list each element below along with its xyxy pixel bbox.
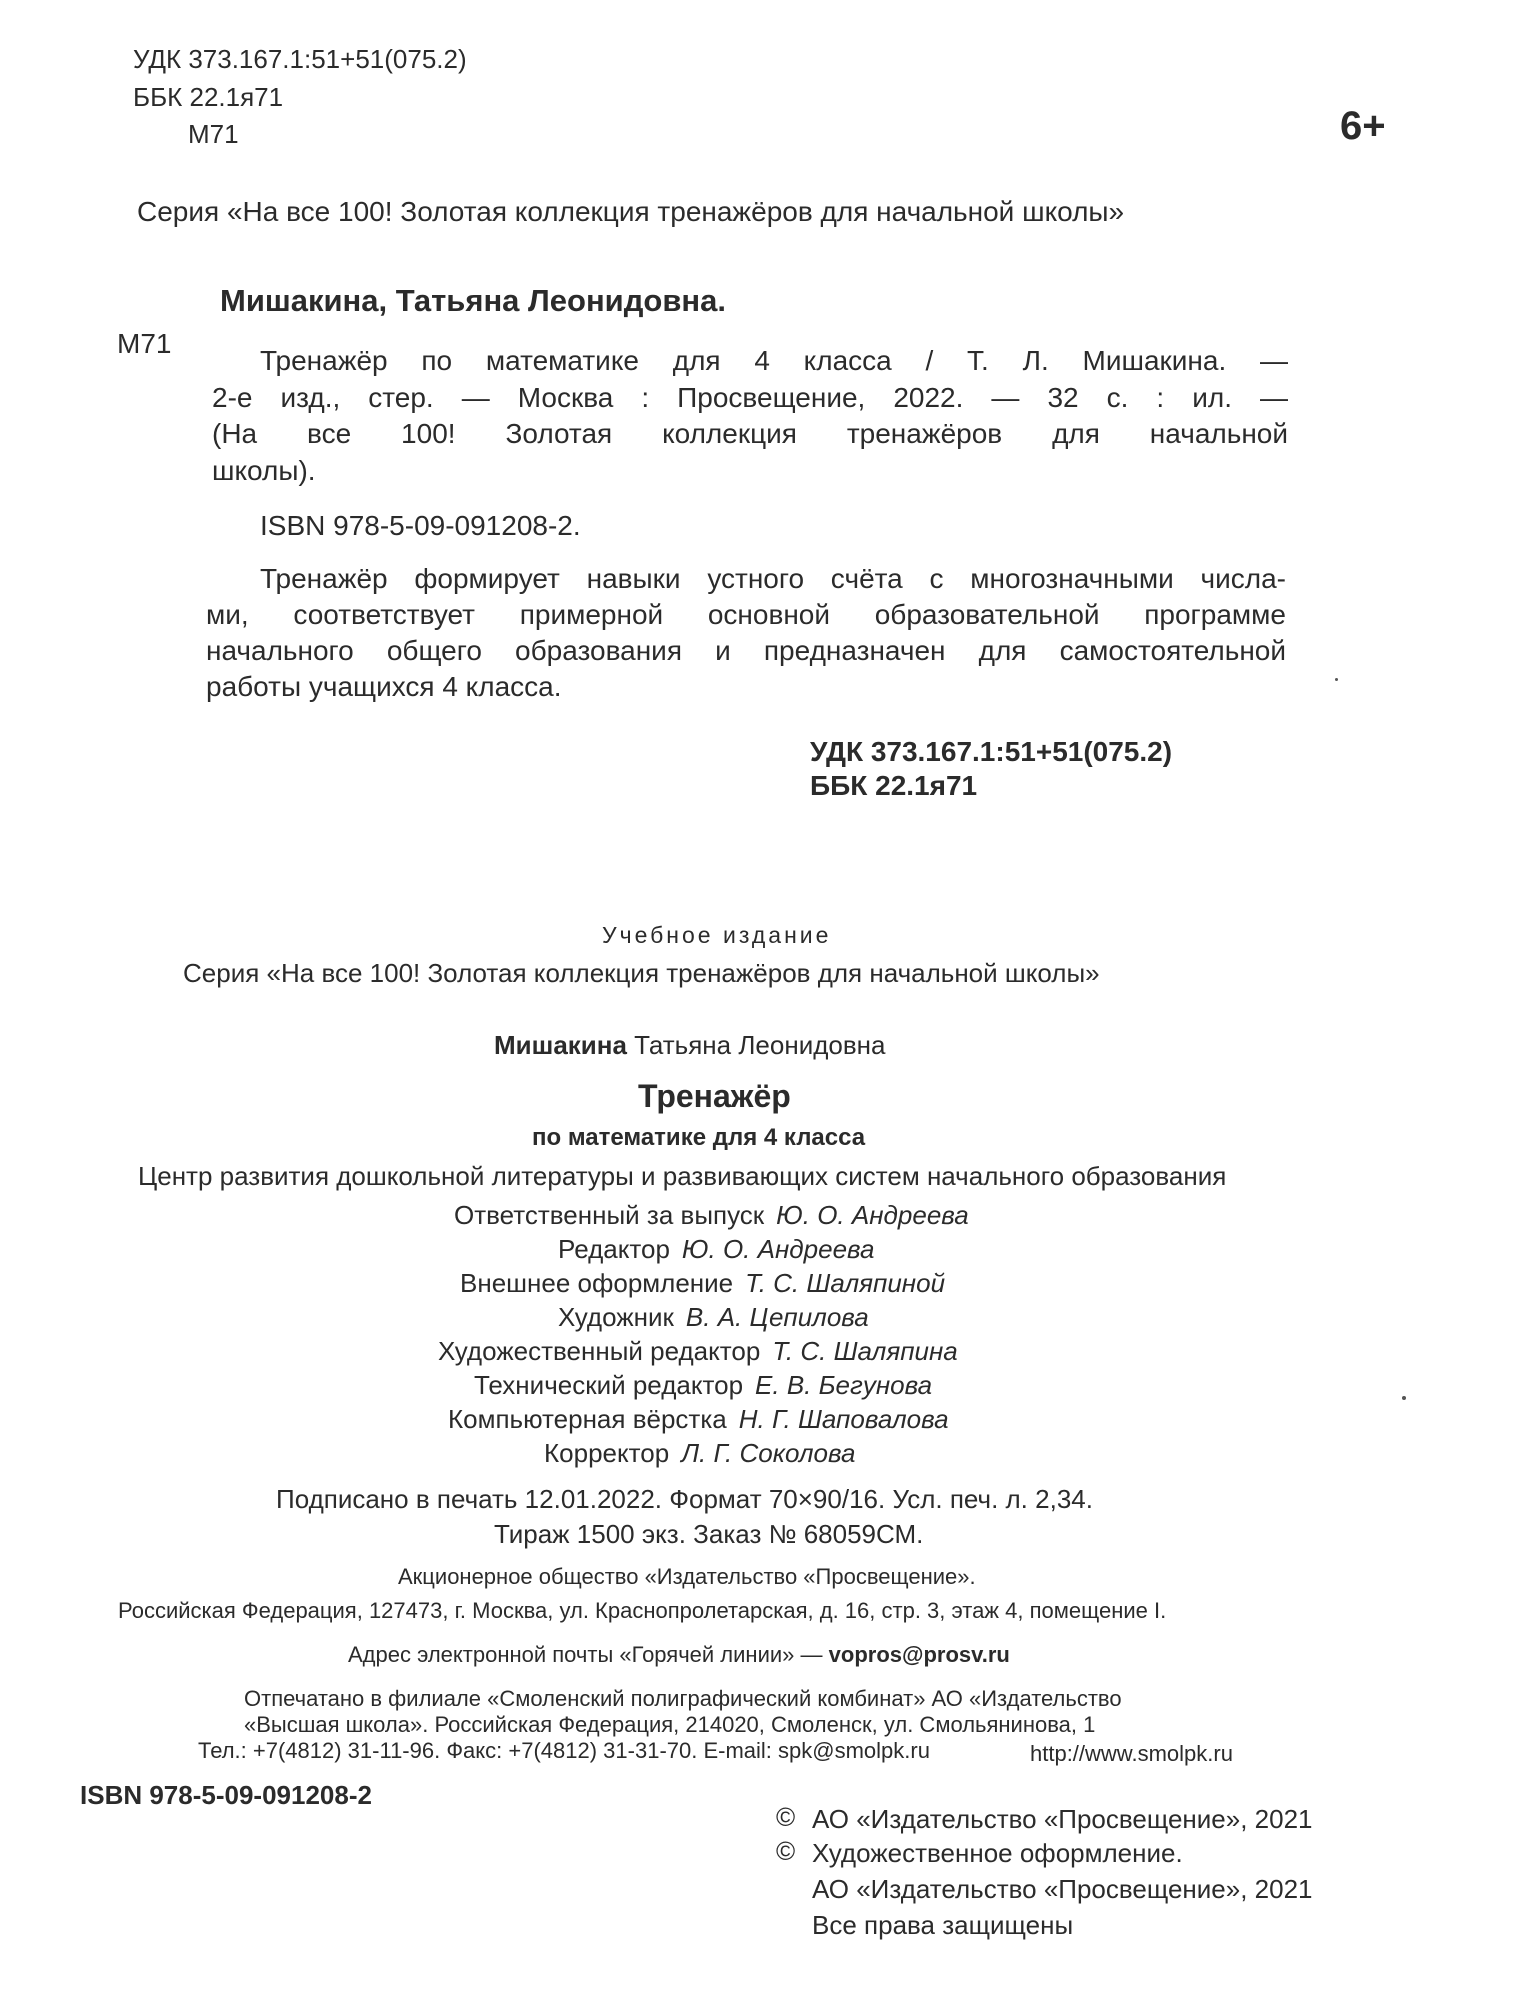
bib-line-3: (На все 100! Золотая коллекция тренажёров для начальной [212,418,1288,449]
book-title: Тренажёр [638,1078,791,1114]
series-top: Серия «На все 100! Золотая коллекция тренажёров для начальной школы» [137,196,1125,227]
credit-row [460,1270,945,1296]
imprint-center: Центр развития дошкольной литературы и развивающих систем начального образования [138,1161,1227,1191]
credit-row [558,1304,869,1330]
credit-person: Л. Г. Соколова [681,1438,856,1468]
credit-role: Внешнее оформление [460,1268,734,1298]
printed-line-1: Отпечатано в филиале «Смоленский полиграфический комбинат» АО «Издательство [244,1686,1122,1711]
bib-line-1: Тренажёр по математике для 4 класса / Т. Л. Мишакина. — [260,345,1288,376]
isbn-bottom: ISBN 978-5-09-091208-2 [80,1780,372,1810]
scan-speck [1335,678,1338,681]
copyright-line-1: АО «Издательство «Просвещение», 2021 [812,1804,1313,1834]
publisher: Акционерное общество «Издательство «Просвещение». [398,1564,976,1589]
book-subtitle: по математике для 4 класса [532,1124,866,1151]
credit-person: Н. Г. Шаповалова [738,1404,949,1434]
credit-row [474,1372,932,1398]
header-bbk: ББК 22.1я71 [133,82,284,112]
index-bbk: ББК 22.1я71 [810,770,978,801]
copyright-line-3: АО «Издательство «Просвещение», 2021 [812,1874,1313,1904]
credit-role: Технический редактор [474,1370,744,1400]
author-name: Татьяна Леонидовна [634,1030,886,1060]
author-surname: Мишакина [494,1030,627,1060]
annotation-line-2: ми, соответствует примерной основной образовательной программе [206,599,1286,630]
hotline [348,1644,1010,1666]
credit-row [544,1440,855,1466]
credit-role: Художественный редактор [438,1336,761,1366]
scan-speck [1402,1396,1406,1400]
annotation-line-3: начального общего образования и предназначен для самостоятельной [206,635,1286,666]
credit-role: Художник [558,1302,674,1332]
credit-row [558,1236,874,1262]
header-udk: УДК 373.167.1:51+51(075.2) [133,44,467,74]
edition-type: Учебное издание [602,922,832,948]
imprint-series: Серия «На все 100! Золотая коллекция тренажёров для начальной школы» [183,958,1100,988]
publisher-address: Российская Федерация, 127473, г. Москва, ул. Краснопролетарская, д. 16, стр. 3, этаж 4, помещение I. [118,1598,1167,1623]
annotation-line-4: работы учащихся 4 класса. [206,671,562,702]
copyright-line-2: Художественное оформление. [812,1838,1183,1868]
imprint-author [494,1032,885,1058]
credit-row [454,1202,969,1228]
credit-person: В. А. Цепилова [685,1302,869,1332]
credit-person: Ю. О. Андреева [776,1200,969,1230]
print-run: Тираж 1500 экз. Заказ № 68059СМ. [494,1519,924,1549]
credit-person: Е. В. Бегунова [755,1370,933,1400]
copyright-symbol-1: © [776,1802,796,1832]
hotline-email[interactable]: vopros@prosv.ru [828,1642,1010,1667]
printer-contacts: Тел.: +7(4812) 31-11-96. Факс: +7(4812) 31-31-70. E-mail: spk@smolpk.ru [198,1738,930,1763]
bib-line-2: 2-е изд., стер. — Москва : Просвещение, 2022. — 32 с. : ил. — [212,382,1288,413]
bib-code: М71 [117,328,172,359]
credit-row [448,1406,949,1432]
credit-role: Ответственный за выпуск [454,1200,765,1230]
copyright-symbol-2: © [776,1836,796,1866]
printer-website[interactable]: http://www.smolpk.ru [1030,1741,1233,1766]
age-rating: 6+ [1340,104,1386,148]
credit-role: Корректор [544,1438,670,1468]
printed-line-2: «Высшая школа». Российская Федерация, 214020, Смоленск, ул. Смольянинова, 1 [244,1712,1096,1737]
credit-person: Ю. О. Андреева [681,1234,875,1264]
credit-person: Т. С. Шаляпиной [745,1268,946,1298]
copyright-line-4: Все права защищены [812,1910,1074,1940]
header-code: М71 [188,119,239,149]
bib-isbn: ISBN 978-5-09-091208-2. [260,510,581,541]
author-heading: Мишакина, Татьяна Леонидовна. [220,283,726,318]
hotline-label: Адрес электронной почты «Горячей линии» — [348,1642,823,1667]
signed-line: Подписано в печать 12.01.2022. Формат 70×90/16. Усл. печ. л. 2,34. [276,1484,1093,1514]
credit-person: Т. С. Шаляпина [772,1336,958,1366]
credit-row [438,1338,958,1364]
annotation-line-1: Тренажёр формирует навыки устного счёта с многозначными числа- [260,563,1286,594]
credit-role: Компьютерная вёрстка [448,1404,727,1434]
index-udk: УДК 373.167.1:51+51(075.2) [810,736,1173,767]
bib-line-4: школы). [212,455,316,486]
credit-role: Редактор [558,1234,670,1264]
